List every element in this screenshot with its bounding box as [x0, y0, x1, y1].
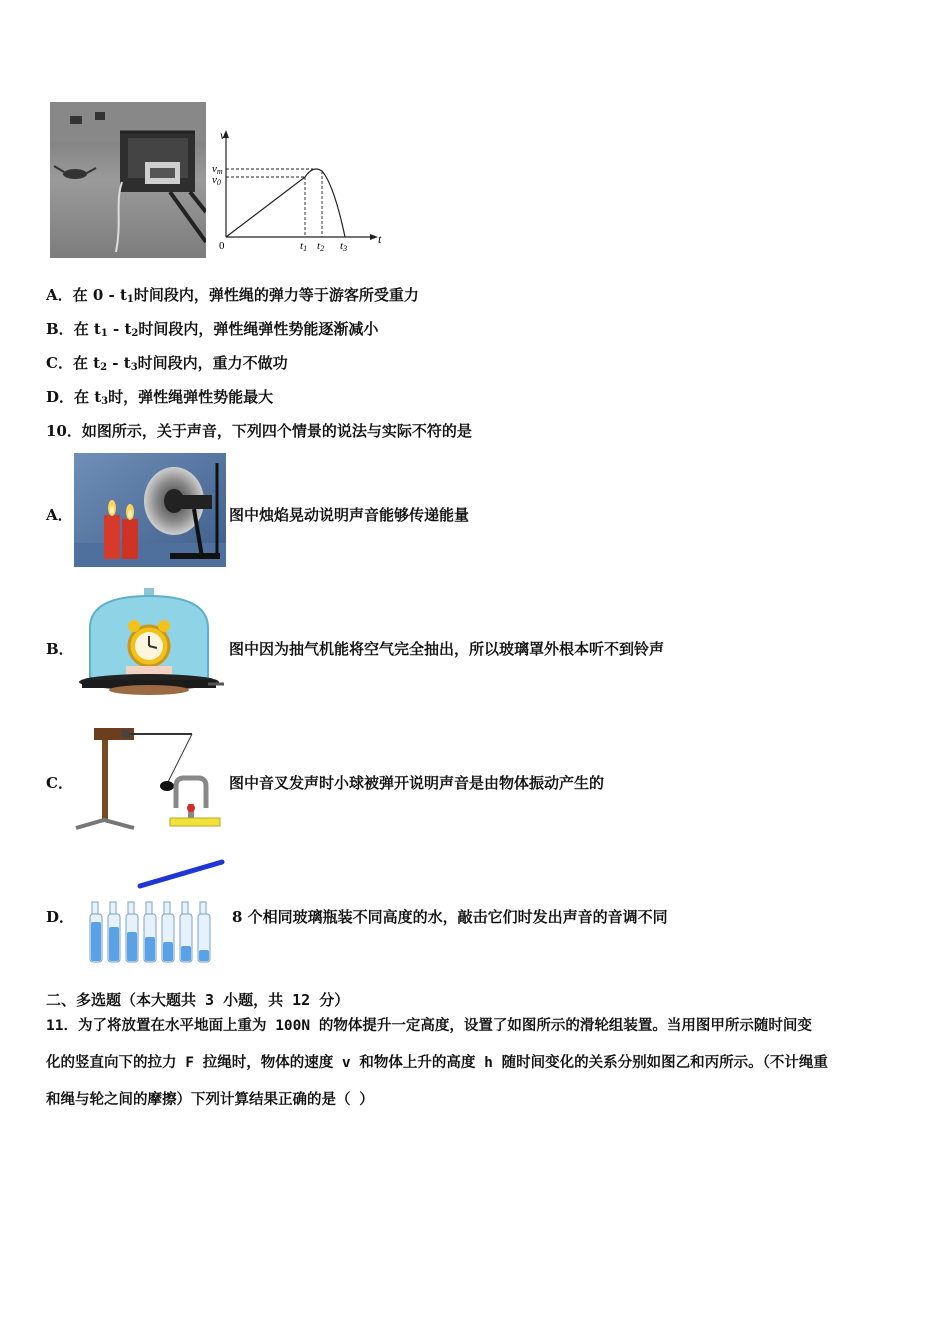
q10-option-b-text: 图中因为抽气机能将空气完全抽出，所以玻璃罩外根本听不到铃声 — [229, 640, 665, 658]
q9-option-c: C．在 $t_2 - t_3$时间段内，重力不做功 — [46, 354, 288, 373]
t2-label: t2 — [317, 240, 325, 253]
t-axis-label: t — [378, 232, 382, 246]
t3-label: t3 — [340, 240, 348, 253]
q11-line-2: 化的竖直向下的拉力 F 拉绳时，物体的速度 v 和物体上升的高度 h 随时间变化的关系分别如图乙和丙所示。（不计绳重 — [46, 1055, 828, 1071]
q10-option-a-text: 图中烛焰晃动说明声音能够传递能量 — [229, 506, 470, 524]
bell-jar-image — [74, 588, 226, 698]
linear-segment — [226, 177, 305, 237]
water-bottles-image — [84, 858, 226, 966]
q11-line-3: 和绳与轮之间的摩擦）下列计算结果正确的是（ ） — [46, 1092, 374, 1108]
q10-option-c-letter: C． — [46, 774, 73, 792]
velocity-time-graph — [212, 125, 387, 255]
candles-speaker-image — [74, 453, 226, 567]
q11-line-1: 11．为了将放置在水平地面上重为 100N 的物体提升一定高度，设置了如图所示的滑轮组装置。当用图甲所示随时间变 — [46, 1018, 812, 1034]
q10-option-a-letter: A． — [46, 506, 73, 524]
v-axis-label: v — [220, 128, 226, 142]
bungee-photo — [50, 102, 206, 258]
q10-option-b-letter: B． — [46, 640, 74, 658]
q9-option-d: D．在 $t_3$时，弹性绳弹性势能最大 — [46, 388, 274, 407]
t-axis-arrow — [370, 234, 378, 240]
q10-option-c-text: 图中音叉发声时小球被弹开说明声音是由物体振动产生的 — [229, 774, 605, 792]
origin-label: 0 — [219, 240, 225, 252]
q9-option-a: A．在 $0 - t_1$时间段内，弹性绳的弹力等于游客所受重力 — [46, 286, 419, 305]
q10-option-d-text: 8 个相同玻璃瓶装不同高度的水，敲击它们时发出声音的音调不同 — [232, 908, 668, 926]
curve-segment — [305, 169, 345, 237]
q9-option-b: B．在 $t_1 - t_2$时间段内，弹性绳弹性势能逐渐减小 — [46, 320, 379, 339]
v0-label: v0 — [212, 174, 221, 187]
t1-label: t1 — [300, 240, 308, 253]
q10-stem: 10．如图所示，关于声音，下列四个情景的说法与实际不符的是 — [46, 422, 472, 440]
tuning-fork-image — [74, 720, 226, 834]
section-heading: 二、多选题（本大题共 3 小题，共 12 分） — [46, 991, 350, 1009]
vm-label: vm — [212, 163, 223, 176]
q10-option-d-letter: D． — [46, 908, 75, 926]
